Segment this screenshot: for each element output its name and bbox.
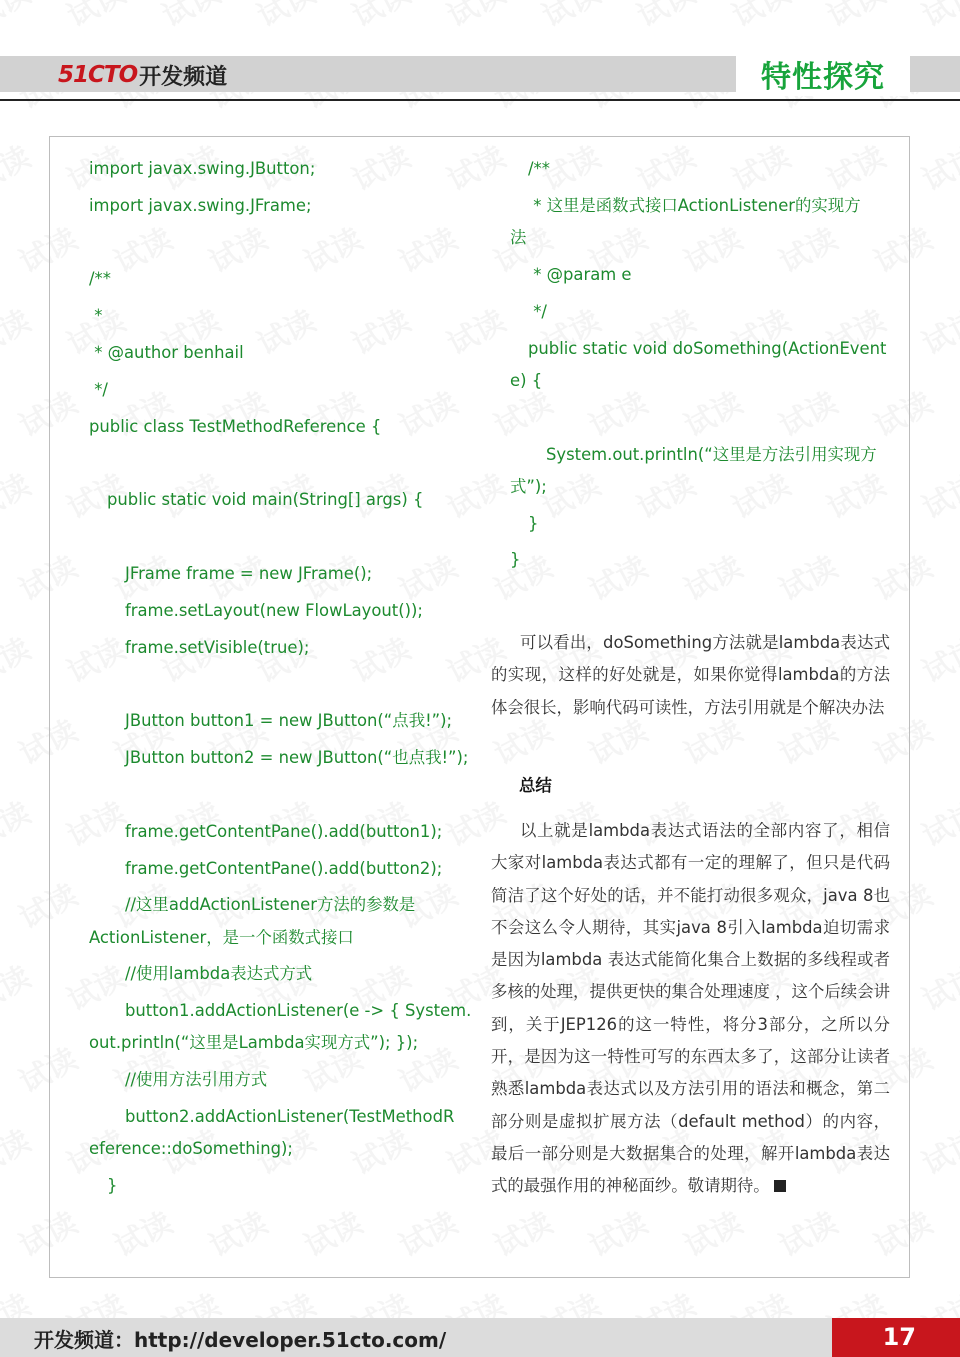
footer-url: 开发频道：http://developer.51cto.com/: [34, 1327, 447, 1352]
code-line: import javax.swing.JFrame;: [89, 196, 312, 215]
watermark-text: [818, 0, 892, 36]
code-line: /**: [528, 159, 550, 178]
code-line: System.out.println(“这里是方法引用实现方: [546, 445, 877, 464]
code-line: ActionListener，是一个函数式接口: [89, 928, 354, 947]
watermark-text: [0, 296, 37, 363]
watermark-text: [0, 788, 37, 855]
code-line: * 这里是函数式接口ActionListener的实现方: [528, 196, 861, 215]
watermark-text: [343, 0, 417, 36]
watermark-text: [0, 132, 37, 199]
brand-text: 开发频道: [139, 64, 228, 90]
watermark-text: [913, 624, 960, 691]
brand-code: 51CTO: [58, 62, 138, 88]
watermark-text: [153, 0, 227, 36]
code-line: * @author benhail: [89, 343, 244, 362]
watermark-text: [248, 0, 322, 36]
article-paragraph: [491, 815, 890, 1203]
code-line: 式”);: [510, 477, 547, 496]
code-line: frame.setLayout(new FlowLayout());: [125, 601, 423, 620]
code-line: /**: [89, 269, 111, 288]
code-line: *: [89, 306, 103, 325]
code-line: */: [528, 302, 547, 321]
code-line: button2.addActionListener(TestMethodR: [125, 1107, 455, 1126]
watermark-text: [58, 0, 132, 36]
brand-logo: [58, 60, 227, 90]
watermark-text: [913, 460, 960, 527]
section-title: 特性探究: [761, 60, 885, 95]
page-number-box: [832, 1318, 960, 1357]
code-line: button1.addActionListener(e -> { System.: [125, 1001, 472, 1020]
code-line: JFrame frame = new JFrame();: [125, 564, 373, 583]
code-line: //使用lambda表达式方式: [125, 964, 313, 983]
article-paragraph-text: 以上就是lambda表达式语法的全部内容了，相信大家对lambda表达式都有一定的理解了，但只是代码简洁了这个好处的话，并不能打动很多观众，java 8也不会这么令人期待，其实java 8引入lambda迫切需求是因为lambda 表达式能简化集合上数据的多线程或者多核的处理，提供更快的集合处理速度 ，这个后续会讲到，关于JEP126的这一特性，将分3部分，之所以分开，是因为这一特性可写的东西太多了，这部分让读者熟悉lambda表达式以及方法引用的语法和概念，第二部分则是虚拟扩展方法（default method）的内容，最后一部分则是大数据集合的处理，解开lambda表达式的最强作用的神秘面纱。敬请期待。: [491, 821, 890, 1196]
code-line: public static void main(String[] args) {: [107, 490, 424, 509]
code-line: JButton button2 = new JButton(“也点我!”);: [125, 748, 469, 767]
code-line: JButton button1 = new JButton(“点我!”);: [125, 711, 453, 730]
code-line: out.println(“这里是Lambda实现方式”); });: [89, 1033, 419, 1052]
watermark-text: [0, 624, 37, 691]
watermark-text: [913, 132, 960, 199]
code-line: }: [510, 550, 521, 569]
code-line: //使用方法引用方式: [125, 1070, 268, 1089]
code-line: frame.setVisible(true);: [125, 638, 310, 657]
code-line: */: [89, 380, 108, 399]
section-heading: 总结: [519, 776, 552, 795]
article-paragraph: 可以看出，doSomething方法就是lambda表达式的实现，这样的好处就是，如果你觉得lambda的方法体会很长，影响代码可读性，方法引用就是个解决办法: [491, 633, 890, 717]
code-line: eference::doSomething);: [89, 1139, 293, 1158]
code-line: * @param e: [528, 265, 632, 284]
code-line: frame.getContentPane().add(button1);: [125, 822, 443, 841]
code-line: }: [528, 514, 539, 533]
code-line: public static void doSomething(ActionEvent: [528, 339, 887, 358]
code-line: }: [107, 1176, 118, 1195]
code-line: public class TestMethodReference {: [89, 417, 382, 436]
watermark-text: [913, 1116, 960, 1183]
watermark-text: [723, 0, 797, 36]
code-line: e) {: [510, 371, 543, 390]
watermark-text: [628, 0, 702, 36]
code-line: //这里addActionListener方法的参数是: [125, 895, 416, 914]
watermark-text: [913, 952, 960, 1019]
code-line: 法: [510, 228, 527, 247]
header-rule: [0, 99, 960, 101]
code-line: frame.getContentPane().add(button2);: [125, 859, 443, 878]
watermark-text: [913, 0, 960, 36]
watermark-text: [0, 460, 37, 527]
section-label-box: [736, 52, 910, 96]
end-mark-icon: [774, 1180, 786, 1192]
watermark-text: [913, 788, 960, 855]
watermark-text: [0, 0, 37, 36]
watermark-text: [533, 0, 607, 36]
watermark-text: [913, 296, 960, 363]
watermark-text: [0, 952, 37, 1019]
watermark-text: [438, 0, 512, 36]
page-number: 17: [882, 1323, 916, 1351]
code-line: import javax.swing.JButton;: [89, 159, 316, 178]
watermark-text: [0, 1116, 37, 1183]
